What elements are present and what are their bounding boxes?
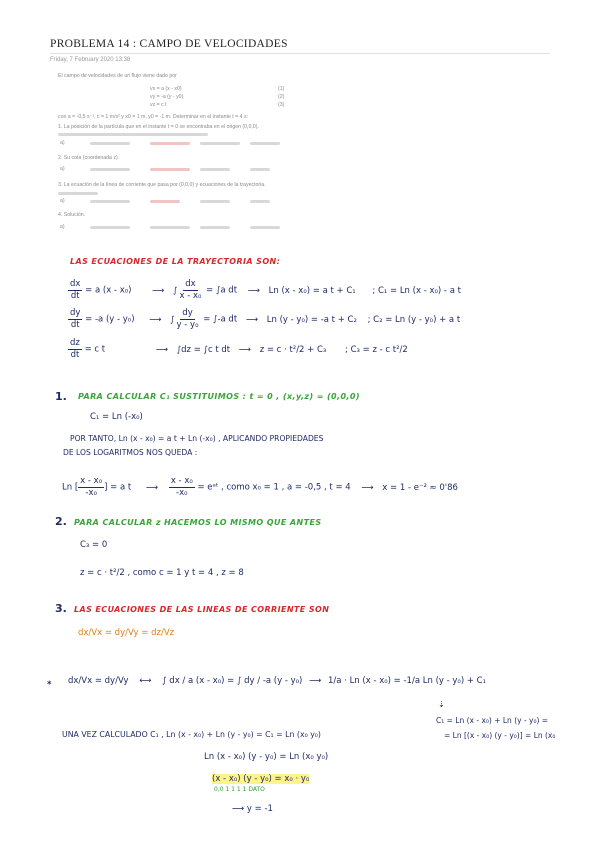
part1-heading: PARA CALCULAR C₁ SUSTITUIMOS : t = 0 , (x,y,z) = (0,0,0) [78, 392, 360, 401]
side-note-line2: = Ln [(x - x₀) (y - y₀)] = Ln (x₀ [444, 731, 556, 740]
streamline-result: ⟶ y = -1 [232, 804, 273, 814]
statement-eq1: vx = a (x - x0) [150, 86, 182, 92]
part2-heading: PARA CALCULAR z HACEMOS LO MISMO QUE ANTES [74, 518, 322, 527]
side-note-line1: C₁ = Ln (x - x₀) + Ln (y - y₀) = [436, 716, 549, 725]
q3-option-a: a) [60, 198, 65, 204]
trajectory-row-z: $\frac{dz}{dt}$ = c t ⟶ ∫dz = ∫c t dt ⟶ z = c · t²/2 + C₃ ; C₃ = z - c t²/2 [70, 338, 408, 360]
part1-c1: C₁ = Ln (-x₀) [90, 412, 143, 422]
c1-computed-text: UNA VEZ CALCULADO C₁ , Ln (x - x₀) + Ln (y - y₀) = C₁ = Ln (x₀ y₀) [62, 730, 321, 739]
statement-eq-label-2: (2) [278, 94, 285, 100]
trajectory-heading: LAS ECUACIONES DE LA TRAYECTORIA SON: [70, 257, 281, 266]
page-date: Friday, 7 February 2020 13:38 [50, 57, 131, 63]
statement-eq-label-1: (1) [278, 86, 285, 92]
statement-eq2: vy = -a (y - y0) [150, 94, 184, 100]
q1-option-a: a) [60, 140, 65, 146]
part2-number: 2. [55, 515, 67, 528]
streamline-derivation: dx/Vx = dy/Vy ⟷ ∫ dx / a (x - x₀) = ∫ dy / -a (y - y₀) ⟶ 1/a · Ln (x - x₀) = -1/a Ln (y - y₀) + C₁ [68, 676, 487, 686]
q2-option-a: a) [60, 166, 65, 172]
trajectory-row-x: $\frac{dx}{dt}$ = a (x - x₀) ⟶ ∫ $\frac{dx}{\text{x - x₀}}$ = ∫a dt ⟶ Ln (x - x₀) = a t + C₁ ; C₁ = Ln (x - x₀) - a t [70, 279, 461, 301]
statement-q3: 3. La ecuación de la línea de corriente que pasa por (0,0,0) y ecuaciones de la trayectoria. [58, 182, 266, 188]
statement-q1: 1. La posición de la partícula que en el instante t = 0 se encontraba en el origen (0,0,0). [58, 124, 259, 130]
log-equation: Ln (x - x₀) (y - y₀) = Ln (x₀ y₀) [204, 752, 329, 762]
part2-equation: z = c · t²/2 , como c = 1 y t = 4 , z = 8 [80, 568, 244, 578]
page-title: PROBLEMA 14 : CAMPO DE VELOCIDADES [50, 38, 288, 50]
streamline-equations: dx/Vx = dy/Vy = dz/Vz [78, 628, 175, 638]
part1-text1: POR TANTO, Ln (x - x₀) = a t + Ln (-x₀) , APLICANDO PROPIEDADES [70, 434, 324, 443]
part1-text2: DE LOS LOGARITMOS NOS QUEDA : [63, 448, 198, 457]
side-arrow: ⇣ [438, 700, 445, 709]
statement-intro: El campo de velocidades de un flujo viene dado por [58, 73, 177, 79]
part1-equation: Ln [ $\frac{\text{x - x₀}}{\text{-x₀}}$ ] = a t ⟶ $\frac{\text{x - x₀}}{\text{-x₀}}$ = eᵃᵗ , como x₀ = 1 , a = -0,5 , t = 4 ⟶ x = 1 - e⁻² ≈ 0'86 [62, 476, 458, 498]
asterisk-mark: * [47, 680, 52, 690]
part1-number: 1. [55, 390, 67, 403]
part3-heading: LAS ECUACIONES DE LAS LINEAS DE CORRIENTE SON [74, 605, 330, 614]
part2-c3: C₃ = 0 [80, 540, 108, 550]
statement-eq3: vz = c t [150, 102, 167, 108]
statement-eq-label-3: (3) [278, 102, 285, 108]
title-divider [50, 53, 550, 54]
product-equation: (x - x₀) (y - y₀) = x₀ · y₀ [212, 774, 310, 784]
statement-conditions: con a = -0,5 s⁻¹, c = 1 m/s² y x0 = 1 m, y0 = -1 m. Determinar en el instante t = 4 s: [58, 114, 248, 120]
trajectory-row-y: $\frac{dy}{dt}$ = -a (y - y₀) ⟶ ∫ $\frac{dy}{\text{y - y₀}}$ = ∫-a dt ⟶ Ln (y - y₀) = -a t + C₂ ; C₂ = Ln (y - y₀) + a t [70, 308, 461, 330]
part3-number: 3. [55, 602, 67, 615]
q4-option-a: a) [60, 224, 65, 230]
statement-q2: 2. Su cota (coordenada z). [58, 155, 120, 161]
statement-q4: 4. Solución. [58, 212, 86, 218]
product-annotations: 0,0 1 1 1 1 DATO [214, 786, 265, 793]
